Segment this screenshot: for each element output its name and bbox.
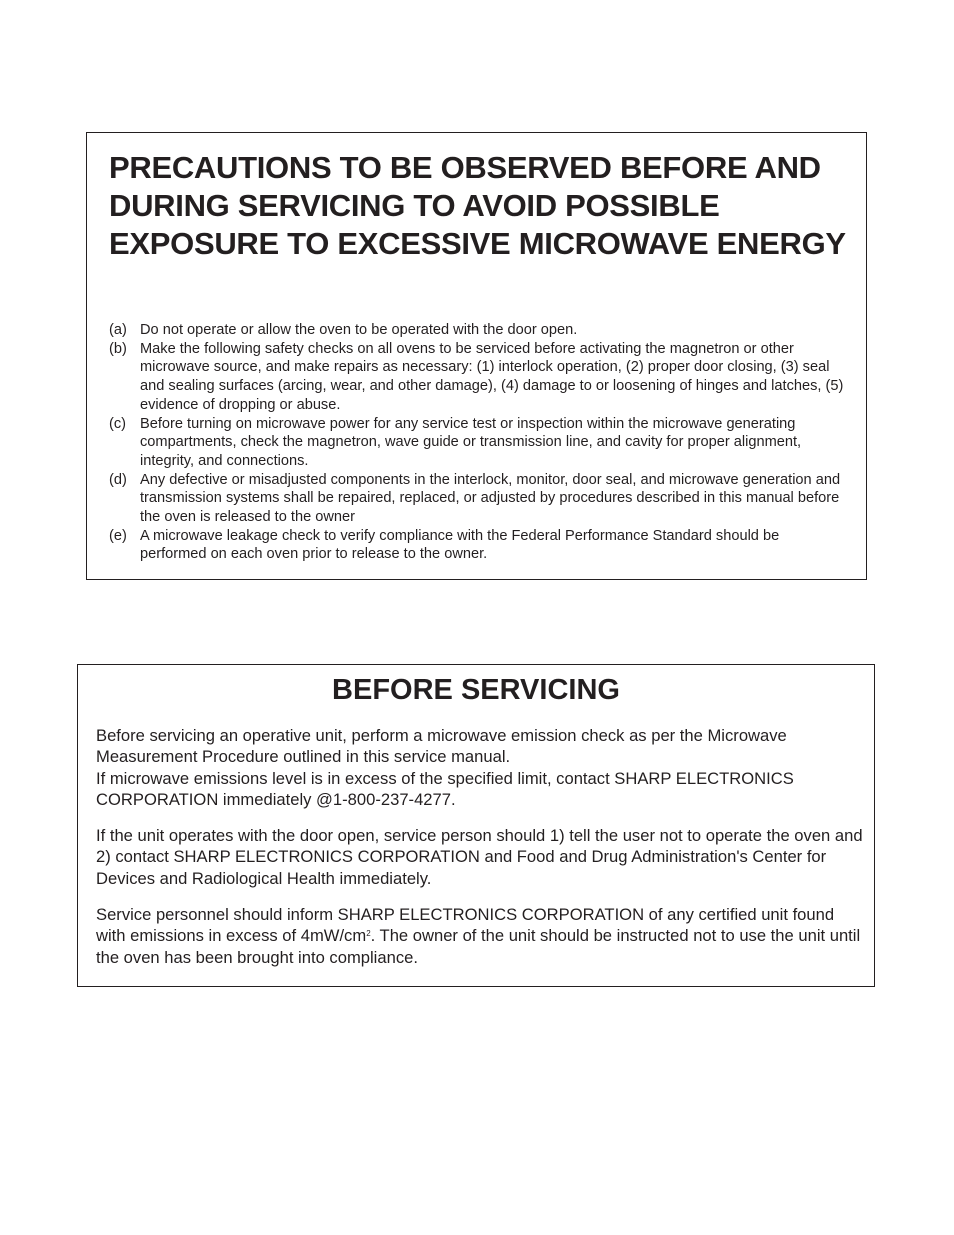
precaution-item-marker: (a) <box>109 322 127 338</box>
precaution-item-marker: (e) <box>109 527 127 544</box>
precaution-item-text: Before turning on microwave power for any service test or inspection within the microwave generating compartments, check the magnetron, wave guide or transmission line, and cavity for proper alignment, integrity, and connections. <box>140 415 802 469</box>
precaution-item-text: Make the following safety checks on all ovens to be serviced before activating the magnetron or other microwave source, and make repairs as necessary: (1) interlock operation, (2) proper door closing, (3) seal and sealing surfaces (arcing, wear, and other damage), (4) damage to or loosening of hinges and latches, (5) evidence of dropping or abuse. <box>140 340 844 413</box>
precaution-item-marker: (b) <box>109 340 127 357</box>
precaution-item-text: Any defective or misadjusted components in the interlock, monitor, door seal, and microwave generation and transmission systems shall be repaired, replaced, or adjusted by procedures described in this manual before the oven is released to the owner <box>140 471 841 526</box>
compliance-text: . The owner of the unit should be instructed not to use the unit until the oven has been brought into compliance. <box>96 926 861 967</box>
precaution-item-b <box>109 340 849 415</box>
precautions-box <box>86 132 867 580</box>
precautions-title: PRECAUTIONS TO BE OBSERVED BEFORE AND DURING SERVICING TO AVOID POSSIBLE EXPOSURE TO EXCESSIVE MICROWAVE ENERGY <box>109 150 846 261</box>
precaution-item-marker: (c) <box>109 415 127 432</box>
door-open-paragraph: If the unit operates with the door open, service person should 1) tell the user not to operate the oven and 2) contact SHARP ELECTRONICS CORPORATION and Food and Drug Administration's Center for Devices and Radiological Health immediately. <box>96 826 863 888</box>
precaution-item-text: A microwave leakage check to verify compliance with the Federal Performance Standard should be performed on each oven prior to release to the owner. <box>140 527 780 563</box>
certified-unit-text: Service personnel should inform SHARP ELECTRONICS CORPORATION of any certified unit found with emissions in excess of 4mW/cm <box>96 905 835 946</box>
precaution-item-a <box>109 321 849 340</box>
precaution-item-d <box>109 471 849 527</box>
contact-sharp-text: If microwave emissions level is in excess of the specified limit, contact SHARP ELECTRONICS CORPORATION immediately @1-800-237-4277. <box>96 768 794 809</box>
precaution-item-c <box>109 415 849 471</box>
emission-check-paragraph <box>96 725 866 810</box>
precaution-item-marker: (d) <box>109 471 127 488</box>
precautions-list <box>109 321 849 564</box>
before-servicing-box <box>77 664 875 987</box>
before-servicing-title: BEFORE SERVICING <box>332 674 620 706</box>
emission-check-text: Before servicing an operative unit, perform a microwave emission check as per the Microwave Measurement Procedure outlined in this service manual. <box>96 726 787 767</box>
precaution-item-e <box>109 527 849 564</box>
precaution-item-text: Do not operate or allow the oven to be operated with the door open. <box>140 322 578 338</box>
before-servicing-body <box>96 725 866 968</box>
certified-unit-paragraph <box>96 904 866 968</box>
unit-superscript: 2 <box>366 929 371 939</box>
